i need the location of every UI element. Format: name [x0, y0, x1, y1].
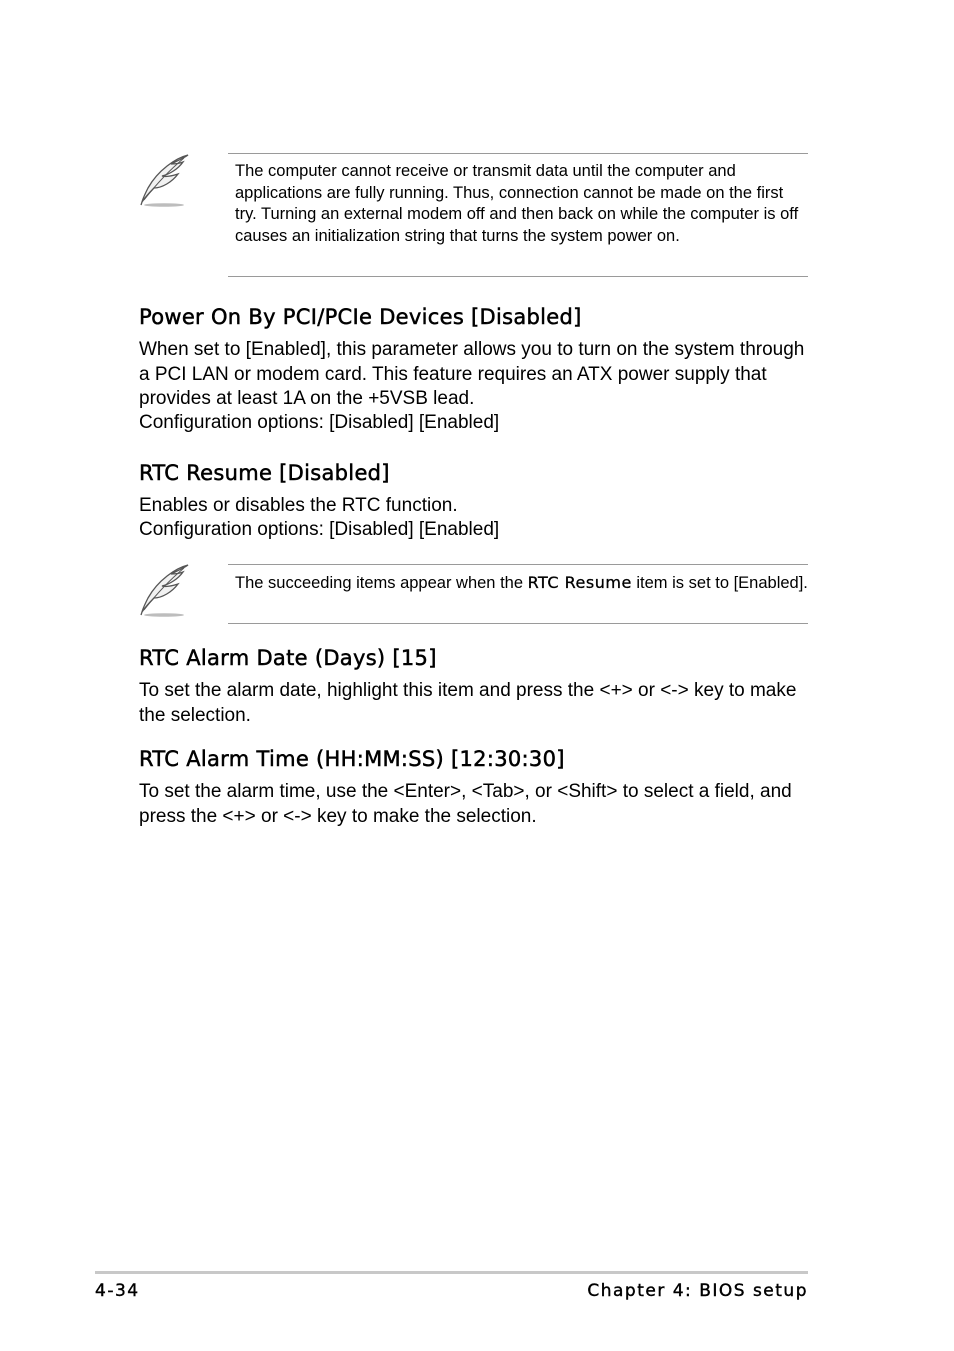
note-text-prefix: The succeeding items appear when the — [235, 574, 528, 592]
section-heading-power-on-pci: Power On By PCI/PCIe Devices [Disabled] — [139, 305, 582, 329]
section-heading-rtc-alarm-time: RTC Alarm Time (HH:MM:SS) [12:30:30] — [139, 747, 565, 771]
chapter-title: Chapter 4: BIOS setup — [587, 1281, 808, 1301]
note-item-name: RTC Resume — [527, 573, 632, 592]
note-text: The computer cannot receive or transmit data until the computer and applications are fully running. Thus, connection cannot be made on the first try. Turning an external modem off and then back on while the computer is off causes an initialization string that turns the system power on. — [235, 162, 799, 245]
section-heading-rtc-resume: RTC Resume [Disabled] — [139, 461, 390, 485]
config-options-power-on-pci: Configuration options: [Disabled] [Enabled] — [139, 412, 500, 433]
section-heading-rtc-alarm-date: RTC Alarm Date (Days) [15] — [139, 646, 437, 670]
section-body-power-on-pci: When set to [Enabled], this parameter allows you to turn on the system through a PCI LAN or modem card. This feature requires an ATX power supply that provides at least 1A on the +5VSB lead. — [139, 339, 805, 409]
config-options-rtc-resume: Configuration options: [Disabled] [Enabled] — [139, 519, 500, 540]
feather-note-icon — [136, 562, 194, 618]
note-text-suffix: item is set to [Enabled]. — [631, 574, 808, 592]
section-body-rtc-alarm-time: To set the alarm time, use the <Enter>, <Tab>, or <Shift> to select a field, and press the <+> or <-> key to make the selection. — [139, 781, 792, 827]
note-text — [228, 565, 808, 595]
section-body-rtc-resume: Enables or disables the RTC function. — [139, 495, 458, 516]
note-box — [228, 153, 808, 277]
note-box — [228, 564, 808, 624]
section-body-rtc-alarm-date: To set the alarm date, highlight this item and press the <+> or <-> key to make the selection. — [139, 680, 797, 726]
feather-note-icon — [136, 152, 194, 208]
footer-divider — [95, 1271, 808, 1274]
page-number: 4-34 — [95, 1281, 140, 1301]
